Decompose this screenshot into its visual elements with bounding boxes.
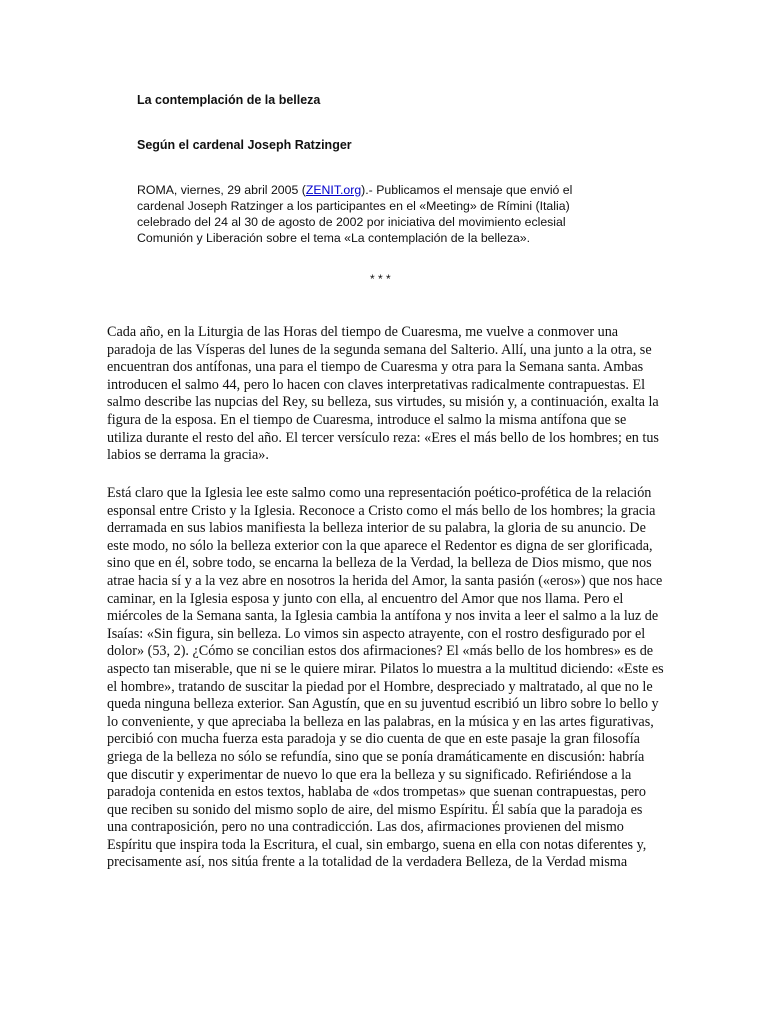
section-separator: * * * [370, 272, 391, 286]
intro-text-before-link: ROMA, viernes, 29 abril 2005 ( [137, 183, 306, 197]
document-title: La contemplación de la belleza [137, 93, 321, 107]
body-paragraph-2: Está claro que la Iglesia lee este salmo como una representación poético-profética de la relación esponsal entre Cristo y la Iglesia. Reconoce a Cristo como el más bello de los hombres; la gracia derramada en sus labios manifiesta la belleza interior de su palabra, la gloria de su anuncio. De este modo, no sólo la belleza exterior con la que aparece el Redentor es digna de ser glorificada, sino que en él, sobre todo, se encarna la belleza de la Verdad, la belleza de Dios mismo, que nos atrae hacia sí y a la vez abre en nosotros la herida del Amor, la santa pasión («eros») que nos hace caminar, en la Iglesia esposa y junto con ella, al encuentro del Amor que nos llama. Pero el miércoles de la Semana santa, la Iglesia cambia la antífona y nos invita a leer el salmo a la luz de Isaías: «Sin figura, sin belleza. Lo vimos sin aspecto atrayente, con el rostro desfigurado por el dolor» (53, 2). ¿Cómo se concilian estos dos afirmaciones? El «más bello de los hombres» es de aspecto tan miserable, que ni se le quiere mirar. Pilatos lo muestra a la multitud diciendo: «Este es el hombre», tratando de suscitar la piedad por el Hombre, despreciado y maltratado, al que no le queda ninguna belleza exterior. San Agustín, que en su juventud escribió un libro sobre lo bello y lo conveniente, y que apreciaba la belleza en las palabras, en la música y en las artes figurativas, percibió con mucha fuerza esta paradoja y se dio cuenta de que en este pasaje la gran filosofía griega de la belleza no sólo se refundía, sino que se ponía dramáticamente en discusión: habría que discutir y experimentar de nuevo lo que era la belleza y su significado. Refiriéndose a la paradoja contenida en estos textos, hablaba de «dos trompetas» que suenan contrapuestas, pero que reciben su sonido del mismo soplo de aire, del mismo Espíritu. Él sabía que la paradoja es una contraposición, pero no una contradicción. Las dos, afirmaciones provienen del mismo Espíritu que inspira toda la Escritura, el cual, sin embargo, suena en ella con notas diferentes y, precisamente así, nos sitúa frente a la totalidad de la verdadera Belleza, de la Verdad misma [107, 485, 664, 871]
zenit-link[interactable]: ZENIT.org [305, 183, 362, 197]
intro-paragraph [137, 182, 577, 246]
intro-text-after-link: ).- Publicamos el mensaje que envió el cardenal Joseph Ratzinger a los participantes en el «Meeting» de Rímini (Italia) celebrado del 24 al 30 de agosto de 2002 por iniciativa del movimiento eclesial Comunión y Liberación sobre el tema «La contemplación de la belleza». [137, 183, 573, 245]
document-subtitle: Según el cardenal Joseph Ratzinger [137, 138, 352, 152]
body-paragraph-1: Cada año, en la Liturgia de las Horas del tiempo de Cuaresma, me vuelve a conmover una paradoja de las Vísperas del lunes de la segunda semana del Salterio. Allí, una junto a la otra, se encuentran dos antífonas, una para el tiempo de Cuaresma y otra para la Semana santa. Ambas introducen el salmo 44, pero lo hacen con claves interpretativas radicalmente contrapuestas. El salmo describe las nupcias del Rey, su belleza, sus virtudes, su misión y, a continuación, exalta la figura de la esposa. En el tiempo de Cuaresma, introduce el salmo la misma antífona que se utiliza durante el resto del año. El tercer versículo reza: «Eres el más bello de los hombres; en tus labios se derrama la gracia». [107, 324, 659, 464]
